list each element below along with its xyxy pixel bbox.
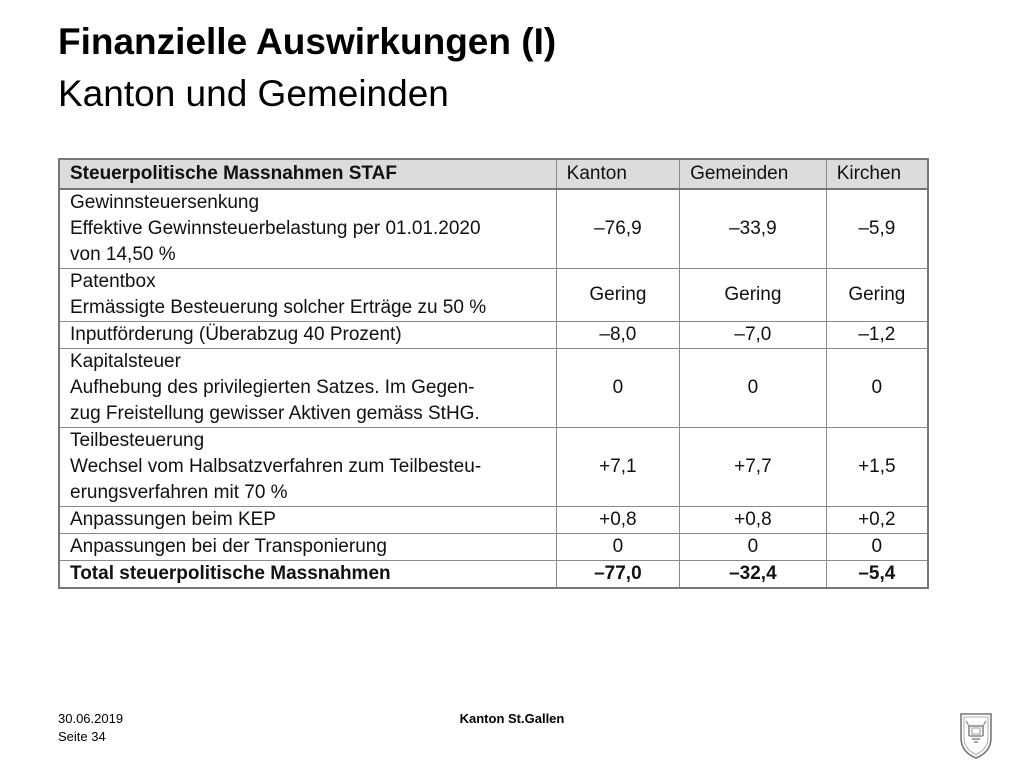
cell-kanton: 0: [556, 349, 679, 428]
row-description: [59, 534, 556, 561]
table-row: [59, 269, 928, 322]
table-total-row: [59, 561, 928, 589]
total-label: Total steuerpolitische Massnahmen: [59, 561, 556, 589]
staf-measures-table: [58, 158, 929, 589]
table-row: [59, 189, 928, 269]
header-kanton: Kanton: [556, 159, 679, 189]
footer-date: 30.06.2019: [58, 711, 124, 726]
cell-kanton: –76,9: [556, 189, 679, 269]
cell-kirchen: 0: [826, 534, 928, 561]
row-description: [59, 322, 556, 349]
row-line: Inputförderung (Überabzug 40 Prozent): [70, 324, 402, 345]
cell-gemeinden: –33,9: [680, 189, 827, 269]
cell-kanton: Gering: [556, 269, 679, 322]
cell-gemeinden: +0,8: [680, 507, 827, 534]
row-line: Ermässigte Besteuerung solcher Erträge zu 50 %: [70, 297, 487, 318]
header-kirchen: Kirchen: [826, 159, 928, 189]
canton-st-gallen-crest-icon: [958, 708, 994, 760]
cell-kirchen: –5,9: [826, 189, 928, 269]
total-kanton: –77,0: [556, 561, 679, 589]
footer-organization: Kanton St.Gallen: [459, 711, 565, 726]
header-gemeinden: Gemeinden: [680, 159, 827, 189]
slide-subtitle: Kanton und Gemeinden: [58, 73, 449, 114]
cell-gemeinden: 0: [680, 534, 827, 561]
cell-kirchen: 0: [826, 349, 928, 428]
row-line: Wechsel vom Halbsatzverfahren zum Teilbesteu-: [70, 456, 482, 477]
row-line: Aufhebung des privilegierten Satzes. Im Gegen-: [70, 377, 475, 398]
row-description: [59, 507, 556, 534]
row-line: Teilbesteuerung: [70, 430, 205, 451]
row-line: Anpassungen bei der Transponierung: [70, 536, 387, 557]
row-line: von 14,50 %: [70, 244, 176, 265]
row-description: [59, 349, 556, 428]
footer-page-number: Seite 34: [58, 729, 106, 744]
cell-kirchen: +0,2: [826, 507, 928, 534]
row-line: erungsverfahren mit 70 %: [70, 482, 288, 503]
row-description: [59, 189, 556, 269]
total-kirchen: –5,4: [826, 561, 928, 589]
row-line: Patentbox: [70, 271, 156, 292]
table-row: [59, 349, 928, 428]
row-line: zug Freistellung gewisser Aktiven gemäss StHG.: [70, 403, 480, 424]
cell-kanton: 0: [556, 534, 679, 561]
cell-kirchen: –1,2: [826, 322, 928, 349]
row-line: Effektive Gewinnsteuerbelastung per 01.01.2020: [70, 218, 481, 239]
cell-gemeinden: Gering: [680, 269, 827, 322]
cell-gemeinden: –7,0: [680, 322, 827, 349]
row-line: Kapitalsteuer: [70, 351, 181, 372]
cell-kirchen: Gering: [826, 269, 928, 322]
total-gemeinden: –32,4: [680, 561, 827, 589]
cell-kanton: +7,1: [556, 428, 679, 507]
cell-kanton: –8,0: [556, 322, 679, 349]
table-header-row: [59, 159, 928, 189]
cell-gemeinden: +7,7: [680, 428, 827, 507]
table-row: [59, 428, 928, 507]
table-row: [59, 507, 928, 534]
header-measures: Steuerpolitische Massnahmen STAF: [59, 159, 556, 189]
row-description: [59, 428, 556, 507]
cell-gemeinden: 0: [680, 349, 827, 428]
table-row: [59, 534, 928, 561]
cell-kanton: +0,8: [556, 507, 679, 534]
slide-title: Finanzielle Auswirkungen (I): [58, 21, 557, 62]
row-description: [59, 269, 556, 322]
row-line: Anpassungen beim KEP: [70, 509, 276, 530]
cell-kirchen: +1,5: [826, 428, 928, 507]
row-line: Gewinnsteuersenkung: [70, 192, 260, 213]
table-row: [59, 322, 928, 349]
